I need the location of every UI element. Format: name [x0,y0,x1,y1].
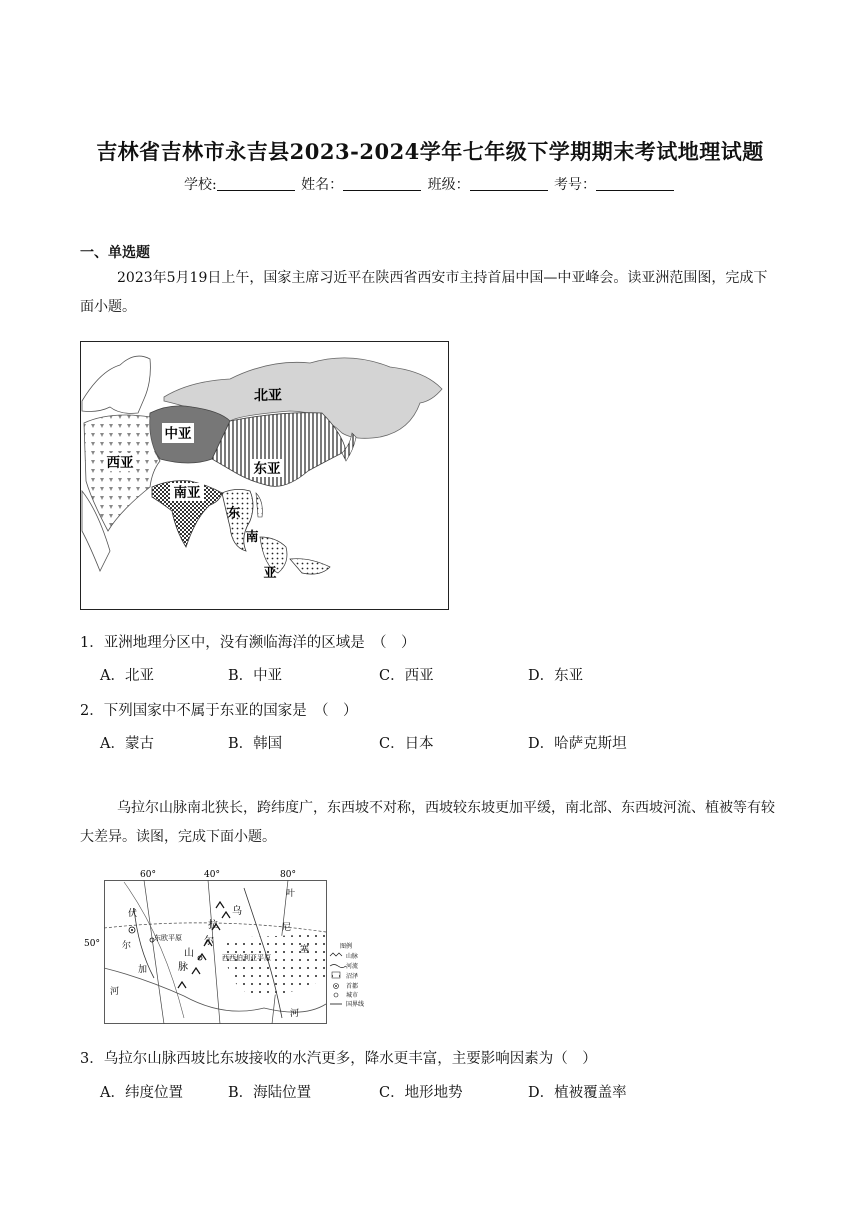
q3-option-b[interactable]: B．海陆位置 [228,1085,312,1101]
char-mai: 脉 [178,962,188,973]
student-info-line [0,174,860,194]
char-er2: 尔 [122,941,132,951]
passage-2: 乌拉尔山脉南北狭长，跨纬度广，东西坡不对称，西坡较东坡更加平缓，南北部、东西坡河流、植被等有较大差异。读图，完成下面小题。 [80,800,775,845]
label-central-asia: 中亚 [164,426,192,442]
question-2-stem: 2．下列国家中不属于东亚的国家是 （ ） [80,703,358,719]
passage-1: 2023年5月19日上午，国家主席习近平在陕西省西安市主持首届中国—中亚峰会。读亚洲范围图，完成下面小题。 [80,270,768,315]
q2-option-c[interactable]: C．日本 [379,736,434,752]
char-shan: 山 [184,948,194,959]
legend-city: 城市 [346,992,359,999]
char-ye: 叶 [286,889,296,899]
label-east-european-plain: 东欧平原 [154,934,182,942]
q1-option-c[interactable]: C．西亚 [379,668,434,684]
lat-50-label: 50° [84,939,100,949]
name-blank[interactable] [343,176,421,191]
paper-title: 吉林省吉林市永吉县2023-2024学年七年级下学期期末考试地理试题 [96,139,764,164]
lon-40-label: 40° [204,870,220,880]
q3-option-d[interactable]: D．植被覆盖率 [528,1085,627,1101]
label-east-asia: 东亚 [253,461,281,477]
char-fu: 伏 [128,909,138,919]
label-north-asia: 北亚 [254,388,282,404]
question-1-stem: 1．亚洲地理分区中，没有濒临海洋的区域是 （ ） [80,635,416,651]
char-la: 拉 [208,920,218,931]
asia-region-map [80,341,449,610]
question-3-stem: 3．乌拉尔山脉西坡比东坡接收的水汽更多，降水更丰富，主要影响因素为（ ） [80,1051,597,1067]
exam-no-label: 考号： [554,177,597,193]
lon-60-label: 60° [140,870,156,880]
char-jia: 加 [138,965,148,975]
label-west-asia: 西亚 [106,455,134,471]
legend-mountain: 山脉 [346,953,359,960]
legend-title: 图例 [340,943,353,950]
char-sai: 塞 [300,945,310,955]
legend-swamp: 沼泽 [346,973,359,980]
char-he2: 河 [290,1009,300,1019]
legend-capital: 首都 [346,983,359,990]
char-he: 河 [110,987,120,997]
char-er: 尔 [204,936,214,947]
char-wu: 乌 [232,906,242,917]
q2-option-d[interactable]: D．哈萨克斯坦 [528,736,627,752]
q2-option-b[interactable]: B．韩国 [228,736,283,752]
section-heading: 一、单选题 [80,245,150,261]
label-se-2: 南 [245,530,259,545]
label-west-siberian-plain: 西西伯利亚平原 [222,954,271,962]
q2-option-a[interactable]: A．蒙古 [100,736,154,752]
school-label: 学校: [183,177,217,193]
legend-river: 河流 [346,963,359,970]
q3-option-a[interactable]: A．纬度位置 [100,1085,183,1101]
name-label: 姓名： [301,177,344,193]
class-label: 班级： [427,177,470,193]
lon-80-label: 80° [280,870,296,880]
map2-legend [330,942,364,1008]
q1-option-a[interactable]: A．北亚 [100,668,154,684]
exam-no-blank[interactable] [596,176,674,191]
label-se-1: 东 [227,506,241,521]
q3-option-c[interactable]: C．地形地势 [379,1085,463,1101]
q1-option-d[interactable]: D．东亚 [528,668,584,684]
class-blank[interactable] [470,176,548,191]
char-ni: 尼 [282,923,292,933]
q1-option-b[interactable]: B．中亚 [228,668,283,684]
label-se-3: 亚 [263,566,277,581]
label-south-asia: 南亚 [173,485,201,501]
school-blank[interactable] [217,176,295,191]
legend-border: 国界线 [346,1001,365,1008]
ural-mountains-map [84,868,365,1024]
